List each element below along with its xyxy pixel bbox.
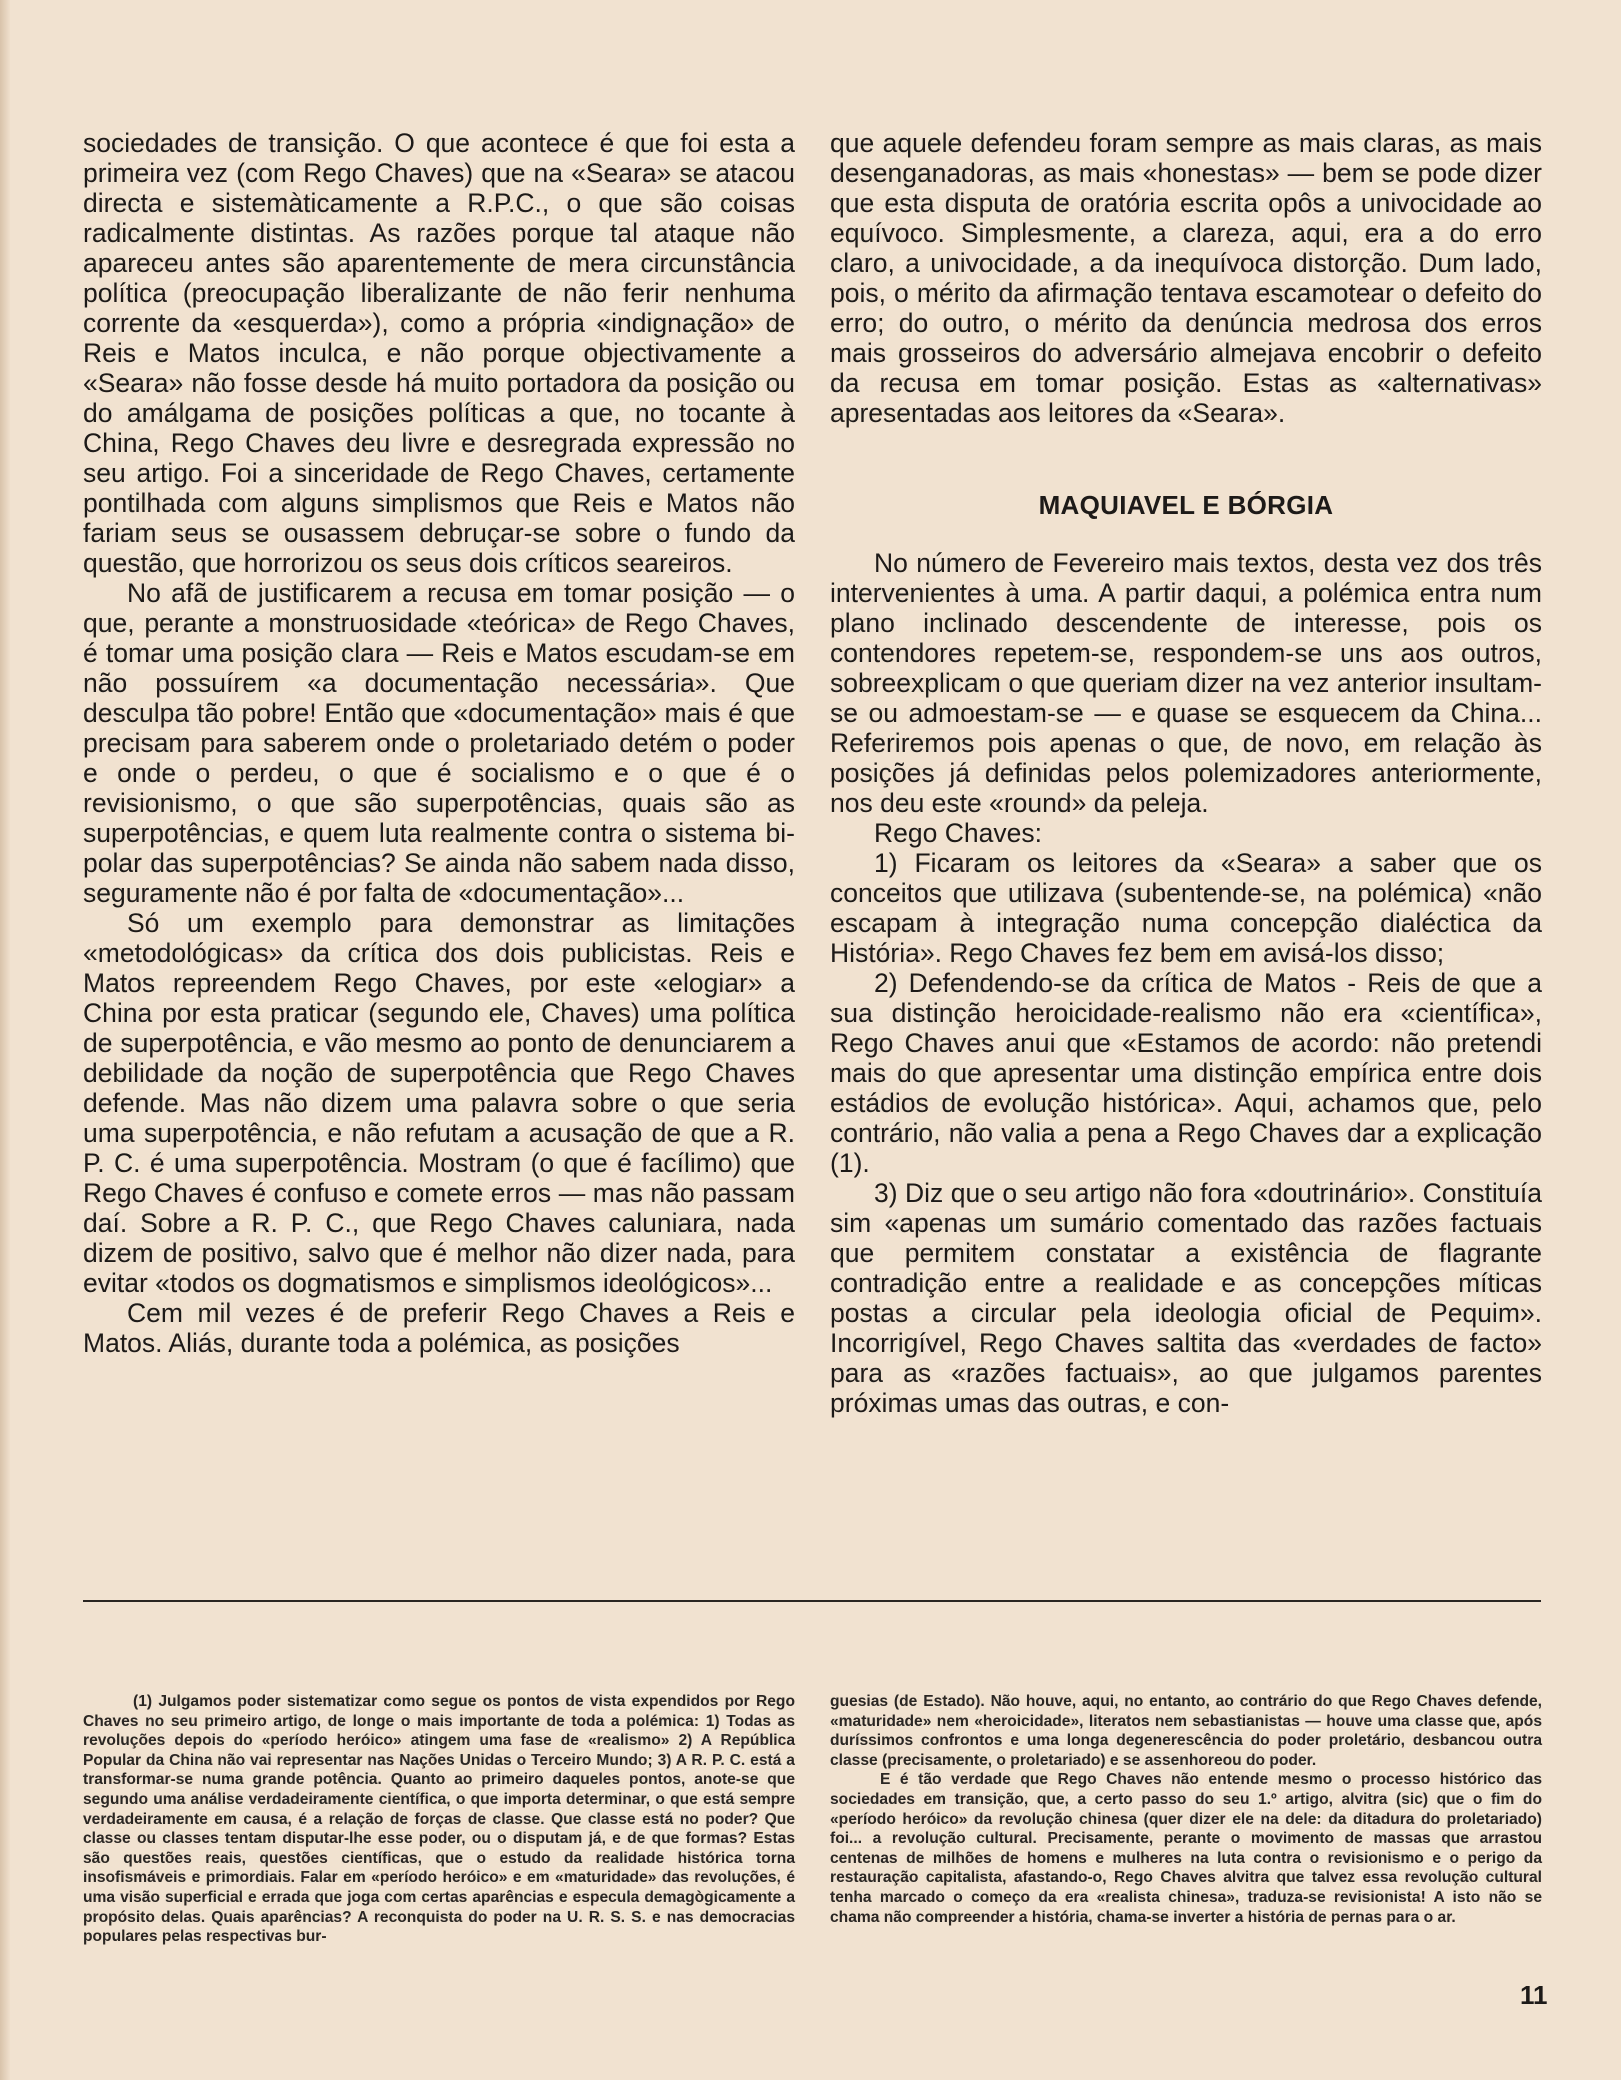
- footnote-text: guesias (de Estado). Não houve, aqui, no entanto, ao contrário do que Rego Chaves defende, «maturidade» nem «heroicidade», literatos nem sebastianistas — houve uma classe que, após duríssimos confrontos e uma longa degenerescência do poder proletário, desbancou outra classe (precisamente, o proletariado) e se assenhoreou do poder.: [830, 1693, 1542, 1769]
- paragraph: No afã de justificarem a recusa em tomar posição — o que, perante a monstruosidade «teórica» de Rego Chaves, é tomar uma posição clara — Reis e Matos escudam-se em não possuírem «a documentação necessária». Que desculpa tão pobre! Então que «documentação» mais é que precisam para saberem onde o proletariado detém o poder e onde o perdeu, o que é socialismo e o que é o revisionismo, o que são superpotências, quais são as superpotências, e quem luta realmente contra o sistema bi-polar das superpotências? Se ainda não sabem nada disso, seguramente não é por falta de «documentação»...: [83, 578, 795, 908]
- paragraph: Cem mil vezes é de preferir Rego Chaves a Reis e Matos. Aliás, durante toda a polémica, as posições: [83, 1298, 795, 1358]
- page-number: 11: [1520, 1980, 1548, 2010]
- paragraph: Rego Chaves:: [874, 818, 1042, 848]
- page-edge: [0, 0, 10, 2080]
- paragraph: 2) Defendendo-se da crítica de Matos - Reis de que a sua distinção heroicidade-realismo não era «científica», Rego Chaves anui que «Estamos de acordo: não pretendi mais do que apresentar uma distinção empírica entre dois estádios de evolução histórica». Aqui, achamos que, pelo contrário, não valia a pena a Rego Chaves dar a explicação (1).: [830, 968, 1542, 1178]
- paragraph: Só um exemplo para demonstrar as limitações «metodológicas» da crítica dos dois publicistas. Reis e Matos repreendem Rego Chaves, por este «elogiar» a China por esta praticar (segundo ele, Chaves) uma política de superpotência, e vão mesmo ao ponto de denunciarem a debilidade da noção de superpotência que Rego Chaves defende. Mas não dizem uma palavra sobre o que seria uma superpotência, e não refutam a acusação de que a R. P. C. é uma superpotência. Mostram (o que é facílimo) que Rego Chaves é confuso e comete erros — mas não passam daí. Sobre a R. P. C., que Rego Chaves caluniara, nada dizem de positivo, salvo que é melhor não dizer nada, para evitar «todos os dogmatismos e simplismos ideológicos»...: [83, 908, 795, 1298]
- footnote-divider: [83, 1600, 1541, 1602]
- left-column: [83, 128, 795, 1358]
- footnote-text: (1) Julgamos poder sistematizar como segue os pontos de vista expendidos por Rego Chaves no seu primeiro artigo, de longe o mais importante de toda a polémica: 1) Todas as revoluções depois do «período heróico» atingem uma fase de «realismo» 2) A República Popular da China não vai representar nas Nações Unidas o Terceiro Mundo; 3) A R. P. C. está a transformar-se numa grande potência. Quanto ao primeiro daqueles pontos, anote-se que segundo uma análise verdadeiramente científica, o que importa determinar, o que está sempre verdadeiramente em causa, é a relação de forças de classe. Que classe está no poder? Que classe ou classes tentam disputar-lhe esse poder, ou o disputam já, e de que formas? Estas são questões reais, questões científicas, que o estudo da realidade histórica torna insofismáveis e primordiais. Falar em «período heróico» e em «maturidade» das revoluções, é uma visão superficial e errada que joga com certas aparências e especula demagògicamente a propósito delas. Quais aparências? A reconquista do poder na U. R. S. S. e nas democracias populares pelas respectivas bur-: [83, 1693, 795, 1946]
- paragraph: No número de Fevereiro mais textos, desta vez dos três intervenientes à uma. A partir daqui, a polémica entra num plano inclinado descendente de interesse, pois os contendores repetem-se, respondem-se uns aos outros, sobreexplicam o que queriam dizer na vez anterior insultam-se ou admoestam-se — e quase se esquecem da China... Referiremos pois apenas o que, de novo, em relação às posições já definidas pelos polemizadores anteriormente, nos deu este «round» da peleja.: [830, 548, 1542, 818]
- paragraph: que aquele defendeu foram sempre as mais claras, as mais desenganadoras, as mais «honestas» — bem se pode dizer que esta disputa de oratória escrita opôs a univocidade ao equívoco. Simplesmente, a clareza, aqui, era a do erro claro, a univocidade, a da inequívoca distorção. Dum lado, pois, o mérito da afirmação tentava escamotear o defeito do erro; do outro, o mérito da denúncia medrosa dos erros mais grosseiros do adversário almejava encobrir o defeito da recusa em tomar posição. Estas as «alternativas» apresentadas aos leitores da «Seara».: [830, 128, 1542, 428]
- paragraph: 3) Diz que o seu artigo não fora «doutrinário». Constituía sim «apenas um sumário comentado das razões factuais que permitem constatar a existência de flagrante contradição entre a realidade e as concepções míticas postas a circular pela ideologia oficial de Pequim». Incorrigível, Rego Chaves saltita das «verdades de facto» para as «razões factuais», ao que julgamos parentes próximas umas das outras, e con-: [830, 1178, 1542, 1418]
- right-column: [830, 128, 1542, 1418]
- paragraph: 1) Ficaram os leitores da «Seara» a saber que os conceitos que utilizava (subentende-se, na polémica) «não escapam à integração numa concepção dialéctica da História». Rego Chaves fez bem em avisá-los disso;: [830, 848, 1542, 968]
- paragraph: sociedades de transição. O que acontece é que foi esta a primeira vez (com Rego Chaves) que na «Seara» se atacou directa e sistemàticamente a R.P.C., o que são coisas radicalmente distintas. As razões porque tal ataque não apareceu antes são aparentemente de mera circunstância política (preocupação liberalizante de não ferir nenhuma corrente da «esquerda»), como a própria «indignação» de Reis e Matos inculca, e não porque objectivamente a «Seara» não fosse desde há muito portadora da posição ou do amálgama de posições políticas a que, no tocante à China, Rego Chaves deu livre e desregrada expressão no seu artigo. Foi a sinceridade de Rego Chaves, certamente pontilhada com alguns simplismos que Reis e Matos não fariam seus se ousassem debruçar-se sobre o fundo da questão, que horrorizou os seus dois críticos seareiros.: [83, 128, 795, 578]
- footnote-text: E é tão verdade que Rego Chaves não entende mesmo o processo histórico das sociedades em transição, que, a certo passo do seu 1.º artigo, alvitra (sic) que o fim do «período heróico» da revolução chinesa (quer dizer ele na dele: da ditadura do proletariado) foi... a revolução cultural. Precisamente, perante o movimento de massas que arrastou centenas de milhões de homens e mulheres na luta contra o revisionismo e o perigo da restauração capitalista, afastando-o, Rego Chaves alvitra que talvez essa revolução cultural tenha marcado o começo da era «realista chinesa», traduza-se revisionista! A isto não se chama não compreender a história, chama-se inverter a história de pernas para o ar.: [830, 1771, 1542, 1926]
- footnote-left-column: [83, 1692, 795, 1947]
- section-heading: MAQUIAVEL E BÓRGIA: [1038, 490, 1334, 520]
- footnote-right-column: [830, 1692, 1542, 1927]
